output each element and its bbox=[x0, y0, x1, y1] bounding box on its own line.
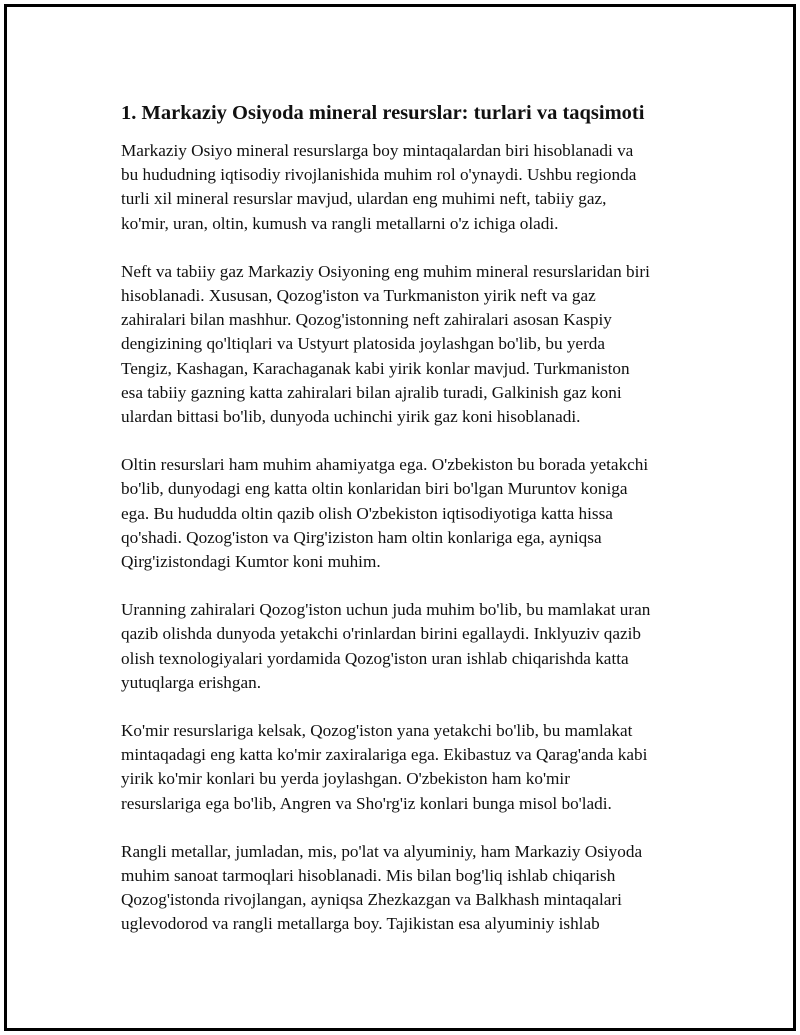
paragraph-line: qazib olishda dunyoda yetakchi o'rinlardan birini egallaydi. Inklyuziv qazib bbox=[121, 624, 641, 644]
paragraph-line: ega. Bu hududda oltin qazib olish O'zbekiston iqtisodiyotiga katta hissa bbox=[121, 503, 613, 523]
paragraph-line: Qozog'istonda rivojlangan, ayniqsa Zhezkazgan va Balkhash mintaqalari bbox=[121, 890, 622, 910]
document-page bbox=[4, 4, 796, 1031]
paragraph-oil-gas bbox=[121, 260, 681, 429]
paragraph-line: zahiralari bilan mashhur. Qozog'istonning neft zahiralari asosan Kaspiy bbox=[121, 310, 612, 330]
paragraph-line: bu hududning iqtisodiy rivojlanishida muhim rol o'ynaydi. Ushbu regionda bbox=[121, 165, 637, 185]
paragraph-coal bbox=[121, 719, 681, 816]
paragraph-line: Tengiz, Kashagan, Karachaganak kabi yirik konlar mavjud. Turkmaniston bbox=[121, 358, 630, 378]
paragraph-line: Rangli metallar, jumladan, mis, po'lat va alyuminiy, ham Markaziy Osiyoda bbox=[121, 841, 643, 861]
paragraph-line: ko'mir, uran, oltin, kumush va rangli metallarni o'z ichiga oladi. bbox=[121, 213, 559, 233]
paragraph-line: uglevodorod va rangli metallarga boy. Tajikistan esa alyuminiy ishlab bbox=[121, 914, 600, 934]
paragraph-line: dengizining qo'ltiqlari va Ustyurt platosida joylashgan bo'lib, bu yerda bbox=[121, 334, 606, 354]
paragraph-line: bo'lib, dunyodagi eng katta oltin konlaridan biri bo'lgan Muruntov koniga bbox=[121, 479, 628, 499]
paragraph-line: yirik ko'mir konlari bu yerda joylashgan. O'zbekiston ham ko'mir bbox=[121, 769, 570, 789]
paragraph-line: turli xil mineral resurslar mavjud, ulardan eng muhimi neft, tabiiy gaz, bbox=[121, 189, 607, 209]
paragraph-line: qo'shadi. Qozog'iston va Qirg'iziston ham oltin konlariga ega, ayniqsa bbox=[121, 527, 602, 547]
document-title: 1. Markaziy Osiyoda mineral resurslar: turlari va taqsimoti bbox=[121, 102, 645, 124]
paragraph-line: Neft va tabiiy gaz Markaziy Osiyoning eng muhim mineral resurslaridan biri bbox=[121, 261, 650, 281]
paragraph-line: Ko'mir resurslariga kelsak, Qozog'iston yana yetakchi bo'lib, bu mamlakat bbox=[121, 721, 633, 741]
paragraph-line: ulardan bittasi bo'lib, dunyoda uchinchi yirik gaz koni hisoblanadi. bbox=[121, 407, 581, 427]
paragraph-line: muhim sanoat tarmoqlari hisoblanadi. Mis bilan bog'liq ishlab chiqarish bbox=[121, 866, 616, 886]
paragraph-line: olish texnologiyalari yordamida Qozog'iston uran ishlab chiqarishda katta bbox=[121, 648, 629, 668]
paragraph-non-ferrous-metals bbox=[121, 840, 681, 937]
paragraph-line: Markaziy Osiyo mineral resurslarga boy mintaqalardan biri hisoblanadi va bbox=[121, 141, 634, 160]
paragraph-line: yutuqlarga erishgan. bbox=[121, 672, 262, 692]
paragraph-line: mintaqadagi eng katta ko'mir zaxiralariga ega. Ekibastuz va Qarag'anda kabi bbox=[121, 745, 648, 765]
paragraph-uranium bbox=[121, 598, 681, 695]
paragraph-line: resurslariga ega bo'lib, Angren va Sho'rg'iz konlari bunga misol bo'ladi. bbox=[121, 793, 612, 813]
paragraph-line: Qirg'izistondagi Kumtor koni muhim. bbox=[121, 552, 381, 572]
paragraph-line: Uranning zahiralari Qozog'iston uchun juda muhim bo'lib, bu mamlakat uran bbox=[121, 600, 651, 620]
document-body bbox=[121, 99, 681, 961]
paragraph-intro bbox=[121, 139, 681, 236]
paragraph-line: Oltin resurslari ham muhim ahamiyatga ega. O'zbekiston bu borada yetakchi bbox=[121, 455, 649, 475]
paragraph-line: esa tabiiy gazning katta zahiralari bilan ajralib turadi, Galkinish gaz koni bbox=[121, 382, 622, 402]
paragraph-gold bbox=[121, 453, 681, 574]
paragraph-line: hisoblanadi. Xususan, Qozog'iston va Turkmaniston yirik neft va gaz bbox=[121, 286, 596, 306]
